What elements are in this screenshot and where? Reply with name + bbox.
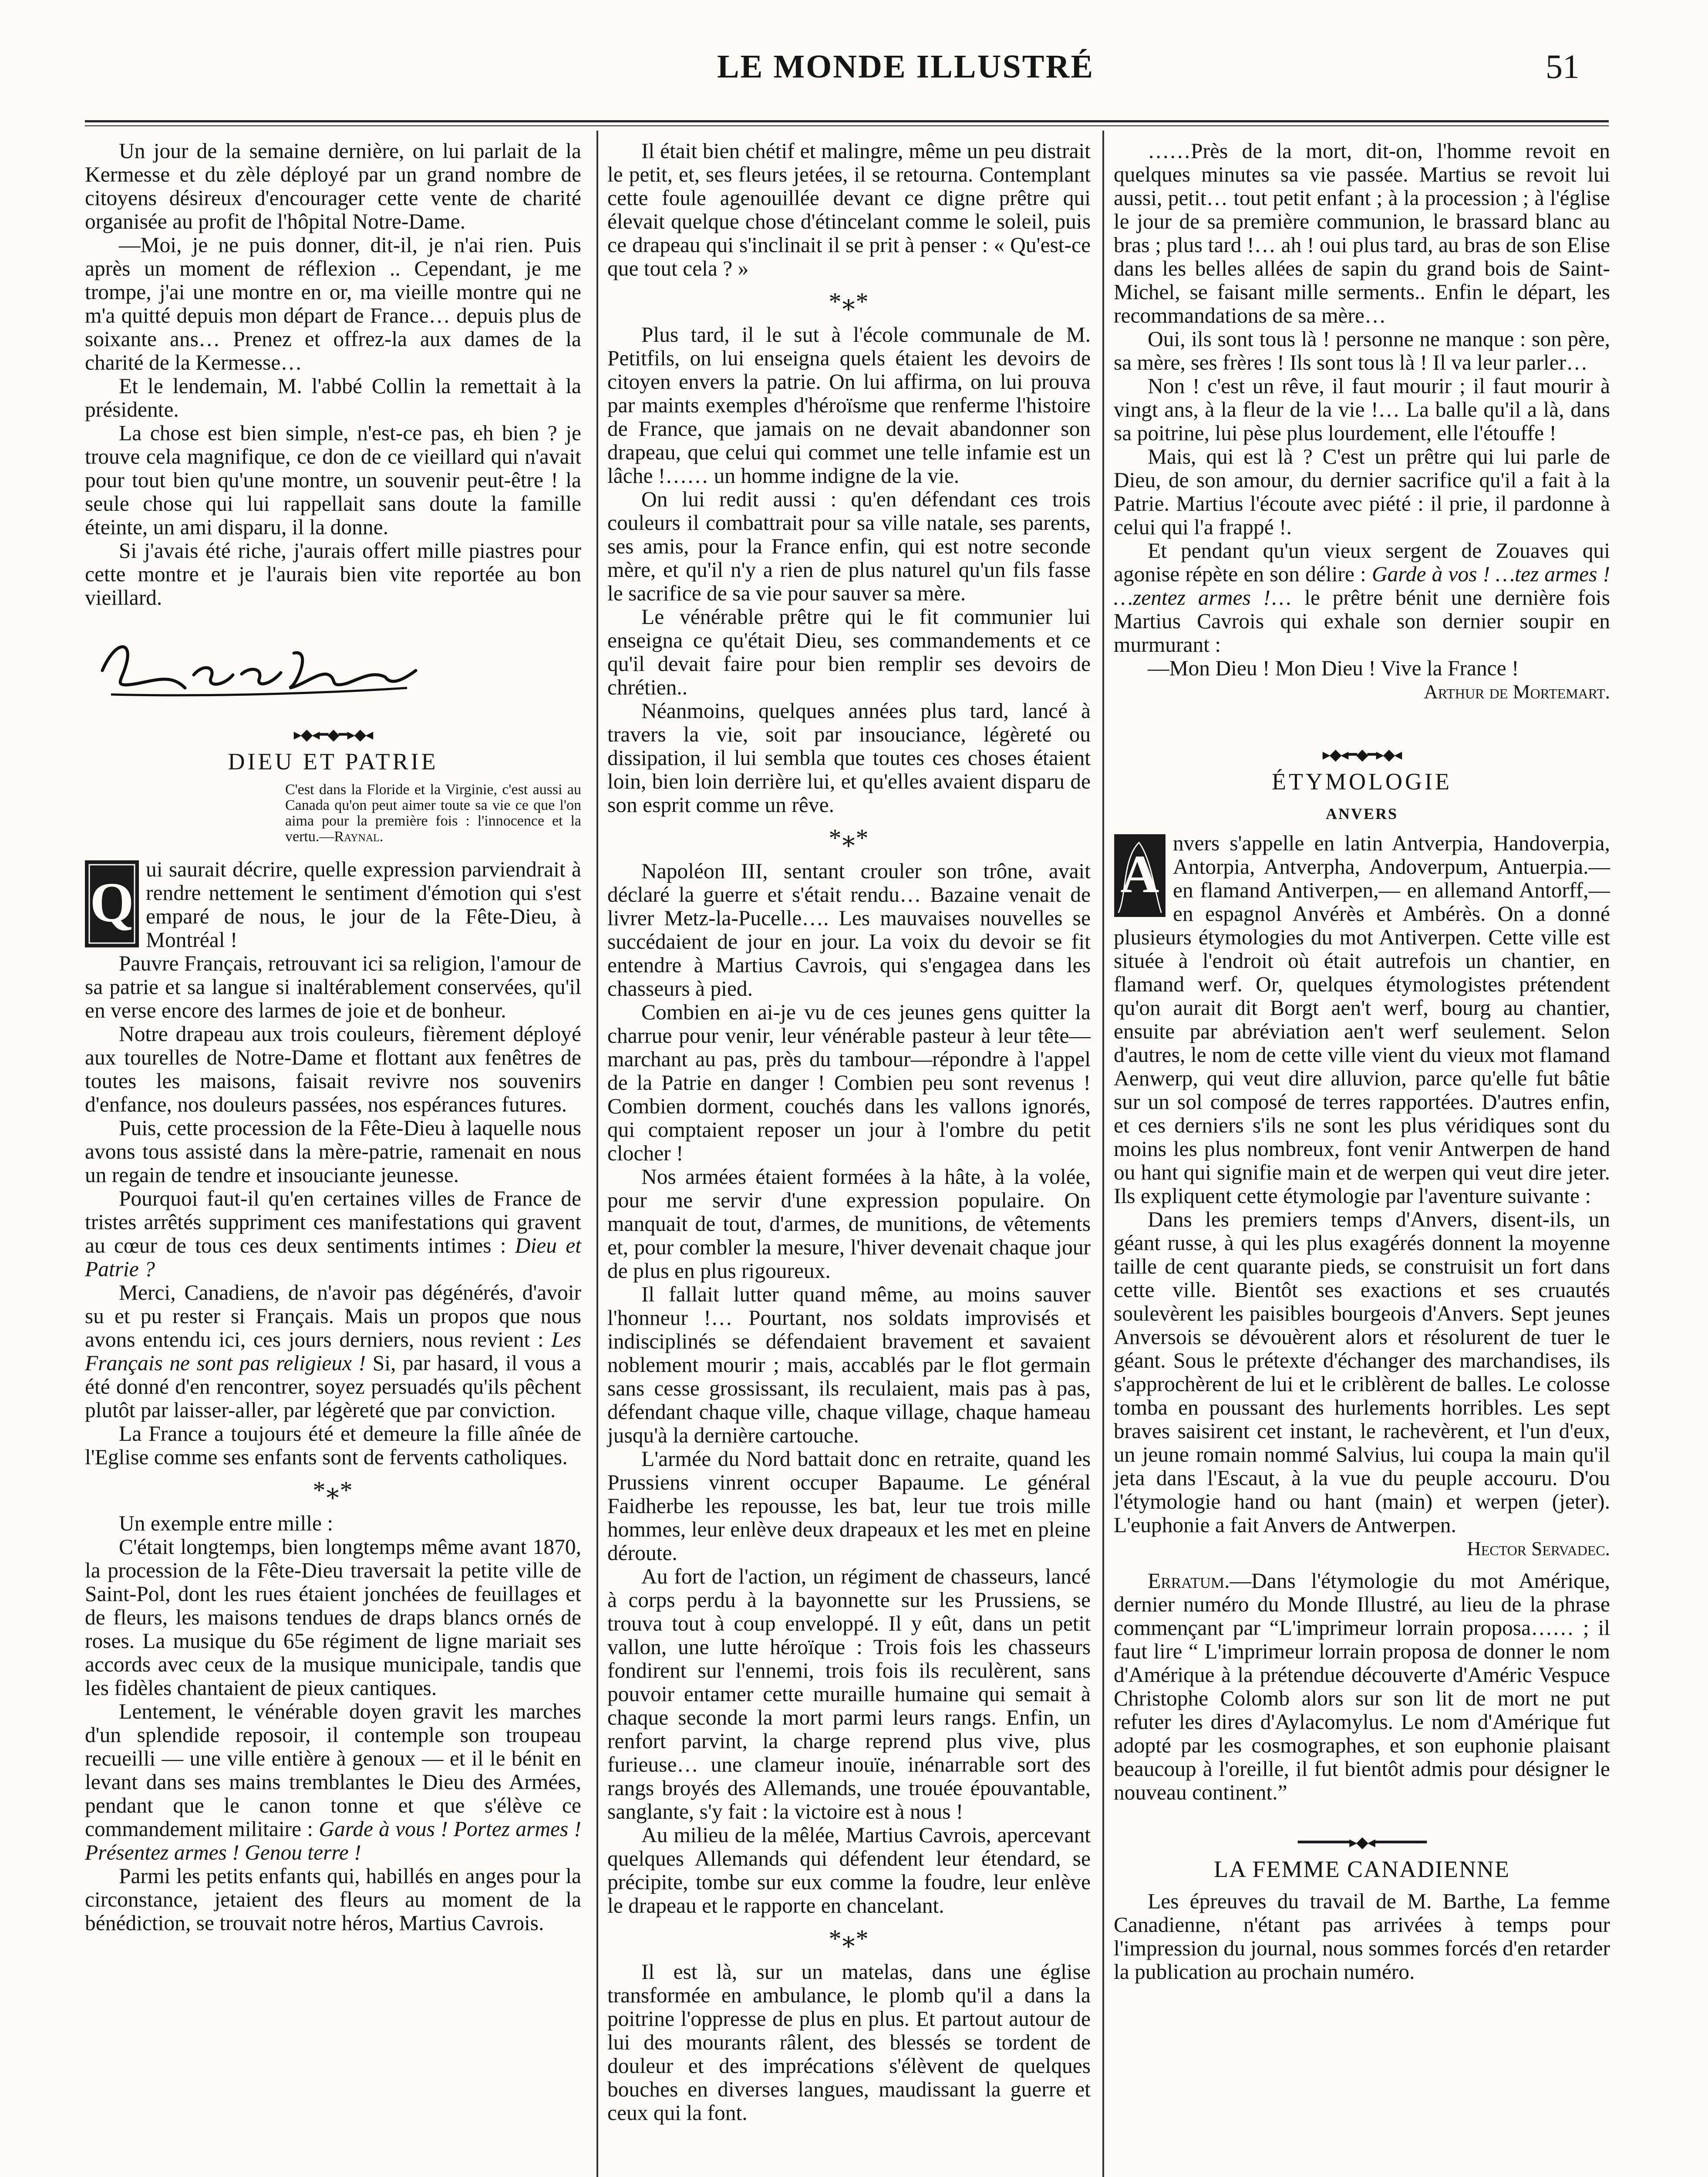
paragraph: Plus tard, il le sut à l'école communale de M. Petitfils, on lui enseigna quels étaient les devoirs de citoyen envers la patrie. On lui affirma, on lui prouva par maints exemples d'héroïsme que renferme l'histoire de France, que jamais on ne devait abandonner son drapeau, que celui qui commet une telle infamie est un lâche !…… un homme indigne de la vie. — [607, 323, 1091, 488]
epigraph-source: Raynal. — [334, 829, 384, 845]
paragraph: Il est là, sur un matelas, dans une église transformée en ambulance, le plomb qu'il a dans la poitrine l'oppresse de plus en plus. Et partout autour de lui des mourants râlent, des blessés se tordent de douleur et des imprécations s'élèvent de quelques bouches en diverses langues, maudissant la guerre et ceux qui la font. — [607, 1960, 1091, 2125]
paragraph: ……Près de la mort, dit-on, l'homme revoit en quelques minutes sa vie passée. Martius se revoit lui aussi, petit… tout petit enfant ; à la procession ; à l'église le jour de sa première communion, le brassard blanc au bras ; plus tard !… ah ! oui plus tard, au bras de son Elise dans les belles allées de sapin du grand bois de Saint-Michel, se faisant mille serments.. Enfin le départ, les recommandations de sa mère… — [1114, 139, 1610, 327]
paragraph: Un jour de la semaine dernière, on lui parlait de la Kermesse et du zèle déployé par un grand nombre de citoyens désireux d'encourager cette vente de charité organisée au profit de l'hôpital Notre-Dame. — [85, 139, 581, 233]
paragraph: La chose est bien simple, n'est-ce pas, eh bien ? je trouve cela magnifique, ce don de ce vieillard qui n'avait pour tout bien qu'une montre, un souvenir peut-être ! la seule chose qui lui rappellait sans doute la famille éteinte, un ami disparu, il la donne. — [85, 421, 581, 539]
erratum: Erratum.—Dans l'étymologie du mot Amérique, dernier numéro du Monde Illustré, au lieu de la phrase commençant par “L'imprimeur lorrain proposa…… ; il faut lire “ L'imprimeur lorrain proposa de donner le nom d'Amérique à la prétendue découverte d'Améric Vespuce Christophe Colomb alors sur son lit de mort ne put refuter les dires d'Aylacomylus. Le nom d'Amérique fut adopté par les cosmographes, et son euphonie plaisant beaucoup à l'oreille, il fut bientôt admis pour désigner le nouveau continent.” — [1114, 1569, 1610, 1804]
paragraph: Le vénérable prêtre qui le fit communier lui enseigna ce qu'était Dieu, ses commandements et ce qu'il devait faire pour bien remplir ses devoirs de chrétien.. — [607, 605, 1091, 699]
paragraph: —Mon Dieu ! Mon Dieu ! Vive la France ! — [1148, 656, 1519, 680]
paragraph: Napoléon III, sentant crouler son trône, avait déclaré la guerre et s'était rendu… Bazaine venait de livrer Metz-la-Pucelle…. Les mauvaises nouvelles se succédaient de jour en jour. La voix du devoir se fit entendre à Martius Cavrois, qui s'engagea dans les chasseurs à pied. — [607, 859, 1091, 1001]
paragraph: Et pendant qu'un vieux sergent de Zouaves qui agonise répète en son délire : Garde à vos ! …tez armes ! …zentez armes !… le prêtre bénit une dernière fois Martius Cavrois qui exhale son dernier soupir en murmurant : — [1114, 539, 1610, 657]
paragraph: Il fallait lutter quand même, au moins sauver l'honneur !… Pourtant, nos soldats improvisés et indisciplinés se défendaient bravement et savaient noblement mourir ; mais, accablés par le flot germain sans cesse grossissant, ils reculaient, mais pas à pas, défendant chaque ville, chaque village, chaque hameau jusqu'à la dernière cartouche. — [607, 1282, 1091, 1447]
column-3 — [1114, 139, 1610, 1984]
paragraph: Au fort de l'action, un régiment de chasseurs, lancé à corps perdu à la bayonnette sur les Prussiens, se trouva tout à coup enveloppé. Il y eût, dans un petit vallon, une lutte héroïque : Trois fois les chasseurs fondirent sur l'ennemi, trois fois ils reculèrent, sans pouvoir entamer cette muraille humaine qui semait à chaque seconde la mort parmi leurs rangs. Enfin, un renfort parvint, la charge reprend plus vive, plus furieuse… une clameur inouïe, inénarrable sort des rangs broyés des Allemands, une trouée épouvantable, sanglante, s'y fait : la victoire est à nous ! — [607, 1564, 1091, 1823]
column-divider-2 — [1102, 131, 1104, 2177]
paragraph: nvers s'appelle en latin Antverpia, Handoverpia, Antorpia, Antverpha, Andoverpum, Antuerpia.— en flamand Antiverpen,— en allemand Antorff,— en espagnol Anvérès et Ambérès. On a donné plusieurs étymologies du mot Antiverpen. Cette ville est située à l'endroit où était autrefois un chantier, en flamand werf. Or, quelques étymologistes prétendent qu'on aurait dit Borgt aen't werf, bourg au chantier, ensuite par abréviation aen't werf seulement. Selon d'autres, le nom de cette ville vient du vieux mot flamand Aenwerp, qui veut dire alluvion, parce qu'elle fut bâtie sur un sol composé de terres rapportées. D'autres enfin, et ces derniers s'ils ne sont les plus véridiques sont du moins les plus nombreux, font venir Antwerpen de hand ou hant qui signifie main et de werpen qui veut dire jeter. Ils expliquent cette étymologie par l'aventure suivante : — [1114, 831, 1610, 1208]
paragraph: Lentement, le vénérable doyen gravit les marches d'un splendide reposoir, il contemple son troupeau recueilli — une ville entière à genoux — et il le bénit en levant dans ses mains tremblantes le Dieu des Armées, pendant que le canon tonne et que s'élève ce commandement militaire : Garde à vous ! Portez armes ! Présentez armes ! Genou terre ! — [85, 1699, 582, 1864]
svg-text:Q: Q — [90, 871, 134, 934]
section-stars: *⁎* — [829, 1924, 869, 1953]
author-signature: Arthur de Mortemart. — [1424, 681, 1610, 703]
section-subtitle: ANVERS — [1325, 805, 1398, 822]
header-rule-thin — [85, 125, 1609, 126]
paragraph: Parmi les petits enfants qui, habillés en anges pour la circonstance, jetaient des fleurs au moment de la bénédiction, se trouvait notre héros, Martius Cavrois. — [85, 1864, 581, 1935]
paragraph: Combien en ai-je vu de ces jeunes gens quitter la charrue pour venir, leur vénérable pasteur à leur tête—marchant au pas, près du tambour—répondre à l'appel de la Patrie en danger ! Combien peu sont revenus ! Combien dorment, couchés dans les vallons ignorés, qui comptaient reposer un jour à l'ombre du petit clocher ! — [607, 1000, 1091, 1165]
paragraph: Pourquoi faut-il qu'en certaines villes de France de tristes arrêtés suppriment ces manifestations qui gravent au cœur de tous ces deux sentiments intimes : Dieu et Patrie ? — [85, 1186, 581, 1281]
section-title: DIEU ET PATRIE — [228, 748, 438, 775]
masthead-title: LE MONDE ILLUSTRÉ — [717, 48, 1095, 85]
section-title: LA FEMME CANADIENNE — [1214, 1856, 1510, 1882]
paragraph: Pauvre Français, retrouvant ici sa religion, l'amour de sa patrie et sa langue si inaltérablement conservées, qu'il en verse encore des larmes de joie et de bonheur. — [85, 951, 581, 1022]
paragraph: Les épreuves du travail de M. Barthe, La femme Canadienne, n'étant pas arrivées à temps pour l'impression du journal, nous sommes forcés d'en retarder la publication au prochain numéro. — [1114, 1889, 1610, 1984]
section-stars: *⁎* — [313, 1476, 354, 1504]
paragraph: C'était longtemps, bien longtemps même avant 1870, la procession de la Fête-Dieu traversait la petite ville de Saint-Pol, dont les rues étaient jonchées de feuillages et de fleurs, les maisons tendues de draps blancs ornés de roses. La musique du 65e régiment de ligne mariait ses accords avec ceux de la musique municipale, tandis que les fidèles chantaient de pieux cantiques. — [85, 1535, 581, 1700]
paragraph: On lui redit aussi : qu'en défendant ces trois couleurs il combattrait pour sa ville natale, ses parents, ses amis, pour la France enfin, qui est notre seconde mère, et qu'il n'y a rien de plus naturel qu'un fils fasse le sacrifice de sa vie pour sauver sa mère. — [607, 487, 1091, 605]
handwritten-signature — [85, 623, 433, 705]
epigraph — [285, 782, 581, 845]
epigraph-text: C'est dans la Floride et la Virginie, c'est aussi au Canada qu'on peut aimer toute sa vie ce que l'on aima pour la première fois : l'innocence et la vertu.— — [285, 782, 581, 845]
header-rule — [85, 120, 1609, 122]
paragraph: Et le lendemain, M. l'abbé Collin la remettait à la présidente. — [85, 374, 581, 421]
section-stars: *⁎* — [829, 824, 869, 852]
paragraph: Puis, cette procession de la Fête-Dieu à laquelle nous avons tous assisté dans la mère-patrie, ramenait en nous un regain de tendre et insouciante jeunesse. — [85, 1116, 581, 1187]
paragraph: ui saurait décrire, quelle expression parviendrait à rendre nettement le sentiment d'émotion qui s'est emparé de nous, le jour de la Fête-Dieu, à Montréal ! — [146, 857, 581, 952]
column-divider-1 — [596, 131, 598, 2177]
paragraph: La France a toujours été et demeure la fille aînée de l'Eglise comme ses enfants sont de fervents catholiques. — [85, 1422, 581, 1469]
paragraph: Notre drapeau aux trois couleurs, fièrement déployé aux tourelles de Notre-Dame et flottant aux fenêtres de toutes les maisons, faisait revivre nos souvenirs d'enfance, nos douleurs passées, nos espérances futures. — [85, 1022, 581, 1116]
section-title: ÉTYMOLOGIE — [1272, 768, 1452, 795]
paragraph: Nos armées étaient formées à la hâte, à la volée, pour me servir d'une expression populaire. On manquait de tout, d'armes, de munitions, de vêtements et, pour combler la mesure, l'hiver devenait chaque jour de plus en plus rigoureux. — [607, 1165, 1091, 1283]
ornament-divider: ▸◆◂━◆━▸◆◂ — [293, 726, 373, 743]
ornamental-dropcap — [85, 860, 139, 947]
section-stars: *⁎* — [829, 287, 869, 316]
paragraph: Il était bien chétif et malingre, même un peu distrait le petit, et, ses fleurs jetées, il se retourna. Contemplant cette foule agenouillée devant ce digne prêtre qui élevait quelque chose d'étincelant comme le soleil, puis ce drapeau qui s'inclinait il se prit à penser : « Qu'est-ce que tout cela ? » — [607, 139, 1091, 280]
paragraph: —Moi, je ne puis donner, dit-il, je n'ai rien. Puis après un moment de réflexion .. Cependant, je me trompe, j'ai une montre en or, ma vieille montre qui ne m'a quitté depuis mon départ de France… depuis plus de soixante ans… Prenez et offrez-la aux dames de la charité de la Kermesse… — [85, 233, 581, 374]
author-signature: Hector Servadec. — [1467, 1538, 1610, 1560]
svg-text:A: A — [1120, 844, 1159, 904]
ornament-divider: ━━━━━━▸◆◂━━━━━━ — [1298, 1833, 1426, 1851]
paragraph: Dans les premiers temps d'Anvers, disent-ils, un géant russe, à qui les plus exagérés donnent la moyenne taille de cent quarante pieds, se construisit un fort dans cette ville. Bientôt ses exactions et ses cruautés soulevèrent les paisibles bourgeois d'Anvers. Sept jeunes Anversois se dévouèrent alors et résolurent de tuer le géant. Sous le prétexte d'échanger des marchandises, ils s'approchèrent de lui et le criblèrent de balles. Le colosse tomba en poussant des hurlements horribles. Les sept braves saisirent cet instant, le rachevèrent, et l'un d'eux, un jeune romain nommé Salvius, lui coupa la main qu'il jeta dans l'Escaut, à la vue du peuple accouru. D'ou l'étymologie hand ou hant (main) et werpen (jeter). L'euphonie a fait Anvers de Antwerpen. — [1114, 1207, 1610, 1537]
column-2 — [607, 139, 1091, 2125]
paragraph: Oui, ils sont tous là ! personne ne manque : son père, sa mère, ses frères ! Ils sont tous là ! Il va leur parler… — [1114, 327, 1610, 374]
paragraph: Mais, qui est là ? C'est un prêtre qui lui parle de Dieu, de son amour, du dernier sacrifice qu'il a fait à la Patrie. Martius l'écoute avec piété : il prie, il pardonne à celui qui l'a frappé !. — [1114, 445, 1610, 539]
ornamental-dropcap — [1114, 834, 1166, 917]
paragraph: Merci, Canadiens, de n'avoir pas dégénérés, d'avoir su et pu rester si Français. Mais un propos que nous avons entendu ici, ces jours derniers, nous revient : Les Français ne sont pas religieux ! Si, par hasard, il vous a été donné d'en rencontrer, soyez persuadés qu'ils pêchent plutôt par laisser-aller, par légèreté que par conviction. — [85, 1281, 582, 1422]
column-1 — [85, 139, 581, 1935]
ornament-divider: ▸◆◂━◆━▸◆◂ — [1322, 746, 1401, 763]
paragraph: L'armée du Nord battait donc en retraite, quand les Prussiens vinrent occuper Bapaume. Le général Faidherbe les repousse, les bat, leur tue trois mille hommes, leur enlève deux drapeaux et les met en pleine déroute. — [607, 1447, 1091, 1565]
paragraph: Un exemple entre mille : — [119, 1511, 334, 1535]
paragraph: Non ! c'est un rêve, il faut mourir ; il faut mourir à vingt ans, à la fleur de la vie !… La balle qu'il a là, dans sa poitrine, lui pèse plus lourdement, elle l'étouffe ! — [1114, 374, 1610, 445]
page-number: 51 — [1546, 47, 1580, 85]
paragraph: Au milieu de la mêlée, Martius Cavrois, apercevant quelques Allemands qui défendent leur étendard, se précipite, tombe sur eux comme la foudre, leur enlève le drapeau et le rapporte en chancelant. — [607, 1823, 1091, 1918]
paragraph: Néanmoins, quelques années plus tard, lancé à travers la vie, soit par insouciance, légèreté ou dissipation, il lui sembla que toutes ces choses étaient loin, bien loin derrière lui, et qu'elles avaient disparu de son esprit comme un rêve. — [607, 699, 1091, 817]
paragraph: Si j'avais été riche, j'aurais offert mille piastres pour cette montre et je l'aurais bien vite reportée au bon vieillard. — [85, 539, 581, 610]
